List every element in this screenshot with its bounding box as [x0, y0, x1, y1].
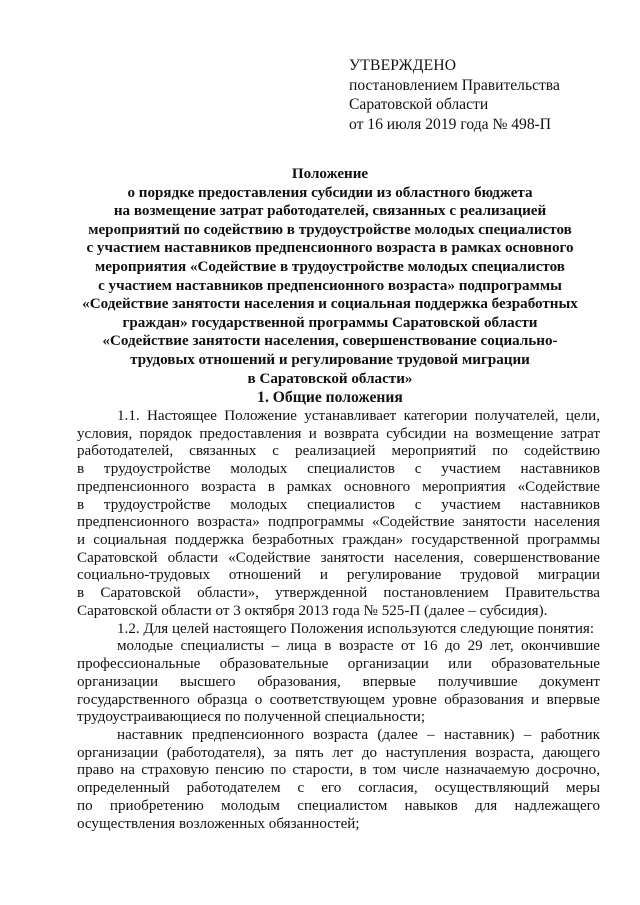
paragraph-line: организации (работодателя), за пять лет до наступления возраста, дающего [77, 744, 600, 761]
approval-stamp [349, 56, 619, 134]
paragraph-line: в трудоустройстве молодых специалистов с участием наставников [77, 461, 600, 478]
paragraph-line: по приобретению молодым специалистом навыков для надлежащего [77, 797, 600, 814]
paragraph-line: социально-трудовых отношений и регулирование трудовой миграции [77, 567, 600, 584]
paragraph-line: осуществления возложенных обязанностей; [77, 815, 360, 832]
paragraph-line: в Саратовской области», утвержденной постановлением Правительства [77, 585, 600, 602]
paragraph-line: наставник предпенсионного возраста (далее – наставник) – работник [117, 726, 600, 743]
paragraph-line: определенный работодателем с его согласия, осуществляющий меры [77, 780, 600, 797]
section-heading: 1. Общие положения [257, 389, 403, 406]
approval-line: постановлением Правительства [349, 76, 560, 94]
paragraph-line: 1.1. Настоящее Положение устанавливает категории получателей, цели, [117, 408, 600, 424]
paragraph-line: Саратовской области «Содействие занятости населения, совершенствование [77, 549, 600, 566]
title-line: трудовых отношений и регулирование трудовой миграции [130, 351, 530, 368]
paragraph-line: 1.2. Для целей настоящего Положения используются следующие понятия: [117, 620, 595, 637]
body-text [77, 408, 600, 833]
paragraph-line: организации высшего образования, впервые получившие документ [77, 673, 600, 690]
title-line: граждан» государственной программы Саратовской области [122, 314, 538, 331]
paragraph-line: государственного образца о соответствующем уровне образования и впервые [77, 691, 600, 708]
title-line: мероприятий по содействию в трудоустройстве молодых специалистов [88, 221, 572, 238]
paragraph-line: и социальная поддержка безработных граждан» государственной программы [77, 532, 600, 549]
title-line: с участием наставников предпенсионного возраста» подпрограммы [98, 277, 562, 294]
title-line: «Содействие занятости населения и социальная поддержка безработных [82, 296, 578, 313]
paragraph-line: Саратовской области от 3 октября 2013 года № 525-П (далее – субсидия). [77, 602, 548, 619]
title-line: «Содействие занятости населения, совершенствование социально- [102, 333, 558, 350]
paragraph-line: профессиональные образовательные организации или образовательные [77, 656, 600, 673]
title-line: мероприятия «Содействие в трудоустройстве молодых специалистов [95, 258, 565, 275]
title-line: о порядке предоставления субсидии из областного бюджета [127, 184, 533, 201]
approval-heading: УТВЕРЖДЕНО [349, 57, 457, 74]
document-title [60, 165, 600, 388]
approval-line: Саратовской области [349, 96, 489, 113]
paragraph-line: в трудоустройстве молодых специалистов с участием наставников [77, 496, 600, 513]
approval-date: от 16 июля 2019 года № 498-П [349, 115, 552, 133]
paragraph-line: условия, порядок предоставления и возврата субсидии на возмещение затрат [77, 425, 600, 442]
title-line: Положение [291, 166, 369, 182]
paragraph-line: право на страховую пенсию по старости, в том числе назначаемую досрочно, [77, 762, 600, 779]
paragraph-line: молодые специалисты – лица в возрасте от 16 до 29 лет, окончившие [117, 638, 600, 655]
paragraph-line: работодателей, связанных с реализацией мероприятий по содействию [77, 443, 600, 460]
paragraph-line: трудоустраивающиеся по полученной специальности; [77, 709, 426, 726]
title-line: в Саратовской области» [247, 370, 413, 387]
title-line: с участием наставников предпенсионного возраста в рамках основного [86, 240, 574, 257]
paragraph-line: предпенсионного возраста в рамках основного мероприятия «Содействие [77, 478, 600, 495]
paragraph-line: предпенсионного возраста» подпрограммы «Содействие занятости населения [77, 514, 600, 531]
title-line: на возмещение затрат работодателей, связанных с реализацией [113, 203, 547, 220]
